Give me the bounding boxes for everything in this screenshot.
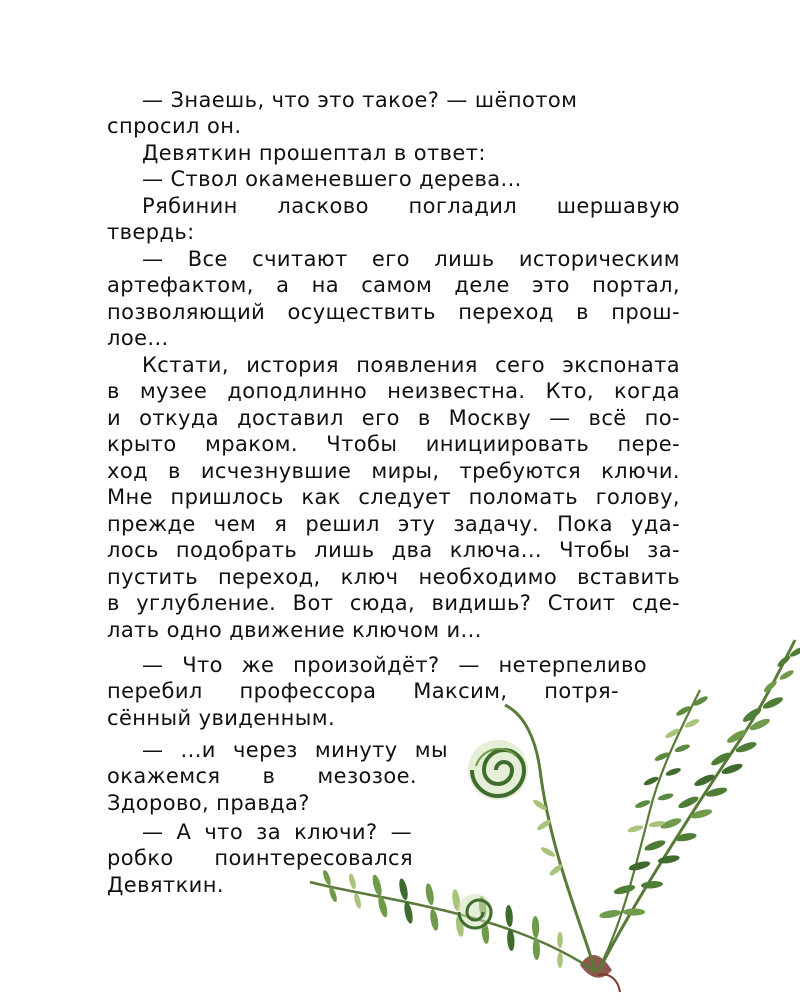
text-line: крыто мраком. Чтобы инициировать пере- <box>107 432 680 456</box>
text-line: лать одно движение ключом и... <box>107 618 482 642</box>
fern-illustration <box>300 620 800 1000</box>
text-line: лое... <box>107 326 169 350</box>
text-line: Девяткин прошептал в ответ: <box>142 141 486 165</box>
text-line: ход в исчезнувшие миры, требуются ключи. <box>107 459 680 483</box>
fern-fiddlehead <box>468 740 528 800</box>
text-line: — Все считают его лишь историческим <box>142 247 680 271</box>
text-line: Рябинин ласково погладил шершавую <box>142 194 680 218</box>
text-line: — А что за ключи? — <box>142 820 412 844</box>
fern-frond-right <box>599 646 800 920</box>
text-line: окажемся в мезозое. <box>107 764 417 788</box>
fern-fiddlehead <box>457 894 493 930</box>
text-line: Кстати, история появления сего экспоната <box>142 353 680 377</box>
text-line: Здорово, правда? <box>107 791 310 815</box>
text-line: и откуда доставил его в Москву — всё по- <box>107 406 680 430</box>
text-line: позволяющий осуществить переход в прош- <box>107 300 680 324</box>
text-line: перебил профессора Максим, потря- <box>107 679 619 703</box>
text-line: Мне пришлось как следует поломать голову, <box>107 485 680 509</box>
text-line: Девяткин. <box>107 873 224 897</box>
fern-stem <box>505 705 595 970</box>
text-line: в углубление. Вот сюда, видишь? Стоит сде- <box>107 591 680 615</box>
text-line: робко поинтересовался <box>107 846 413 870</box>
text-line: лось подобрать лишь два ключа... Чтобы за- <box>107 538 680 562</box>
text-line: прежде чем я решил эту задачу. Пока уда- <box>107 512 680 536</box>
text-line: спросил он. <box>107 114 242 138</box>
text-line: — Что же произойдёт? — нетерпеливо <box>142 653 647 677</box>
text-line: — Ствол окаменевшего дерева... <box>142 167 522 191</box>
text-line: артефактом, а на самом деле это портал, <box>107 273 680 297</box>
text-line: сённый увиденным. <box>107 706 336 730</box>
text-line: пустить переход, ключ необходимо вставить <box>107 565 680 589</box>
text-line: — ...и через минуту мы <box>142 738 448 762</box>
fern-stem <box>597 690 700 972</box>
text-line: в музее доподлинно неизвестна. Кто, когда <box>107 379 680 403</box>
text-line: твердь: <box>107 220 195 244</box>
fern-frond-left <box>322 869 563 968</box>
text-line: — Знаешь, что это такое? — шёпотом <box>142 88 578 112</box>
